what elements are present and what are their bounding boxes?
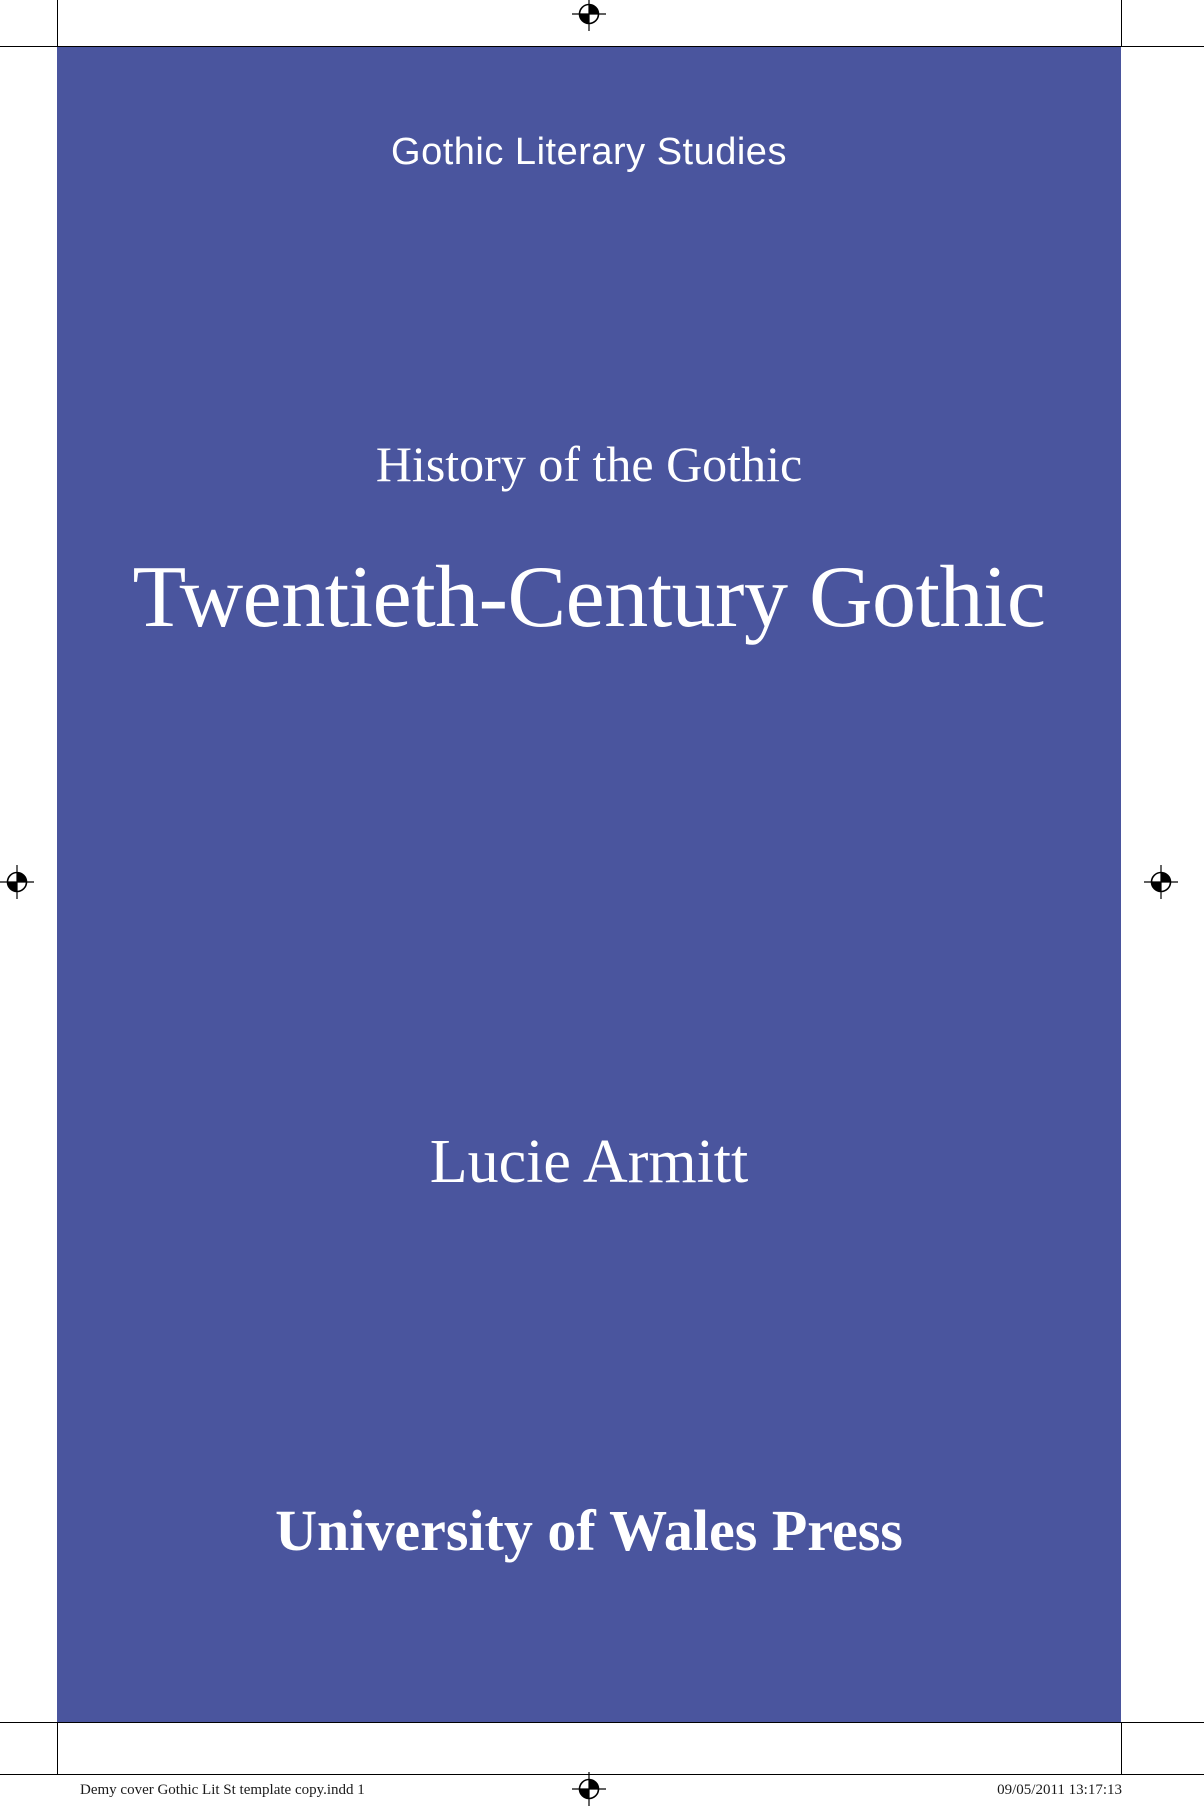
series-title: Gothic Literary Studies <box>391 131 787 173</box>
strand-title: History of the Gothic <box>375 436 803 492</box>
publisher-name: University of Wales Press <box>275 1498 903 1563</box>
trim-mark-top-right <box>1121 0 1122 46</box>
trim-rule-bottom <box>0 1722 1204 1723</box>
book-title: Twentieth-Century Gothic <box>132 549 1046 646</box>
registration-target-icon <box>0 865 34 899</box>
trim-mark-bottom-left <box>57 1722 58 1774</box>
registration-target-icon <box>1144 865 1178 899</box>
book-cover-panel <box>57 47 1121 1722</box>
registration-target-icon <box>572 0 606 31</box>
print-slug-footer <box>0 1778 1204 1818</box>
slug-timestamp: 09/05/2011 13:17:13 <box>997 1782 1122 1798</box>
slug-filename: Demy cover Gothic Lit St template copy.indd 1 <box>80 1782 365 1798</box>
trim-mark-bottom-right <box>1121 1722 1122 1774</box>
trim-mark-top-left <box>57 0 58 46</box>
author-name: Lucie Armitt <box>429 1128 749 1196</box>
